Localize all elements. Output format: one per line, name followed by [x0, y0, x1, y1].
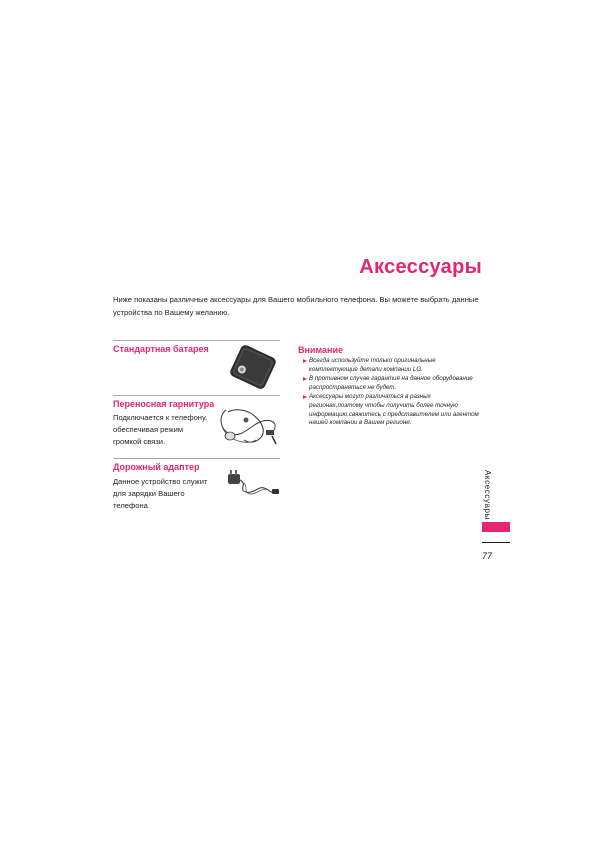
adapter-description: Данное устройство служит для зарядки Вашего телефона.	[113, 477, 208, 510]
travel-adapter-icon	[224, 466, 282, 500]
side-divider	[482, 542, 510, 543]
bullet-arrow-icon	[303, 395, 307, 399]
warning-item: В противном случае гарантия на данное оборудование распространяться не будет.	[303, 375, 483, 392]
bullet-arrow-icon	[303, 377, 307, 381]
bullet-arrow-icon	[303, 359, 307, 363]
headset-description: Подключается к телефону, обеспечивая режим громкой связи.	[113, 413, 208, 446]
warning-item: Аксессуары могут различаться в разных регионах,поэтому чтобы получить более точную информацию,свяжитесь с представителем или агентом нашей компании в Вашем регионе.	[303, 393, 483, 427]
headset-heading: Переносная гарнитура	[113, 399, 215, 409]
warning-item: Всегда используйте только оригинальные комплектующие детали компании LG.	[303, 357, 483, 374]
headset-icon	[216, 400, 282, 450]
warning-title: Внимание	[298, 345, 343, 355]
page-title: Аксессуары	[359, 256, 482, 278]
side-section-label: Аксессуары	[483, 470, 492, 520]
section-divider	[113, 458, 280, 459]
side-tab-marker	[482, 522, 510, 532]
intro-text: Ниже показаны различные аксессуары для Вашего мобильного телефона. Вы можете выбрать данные устройства по Вашему желанию.	[113, 295, 479, 317]
section-divider	[113, 395, 280, 396]
section-divider	[113, 340, 280, 341]
warning-list	[303, 357, 483, 429]
page-number: 77	[482, 551, 493, 561]
battery-icon	[226, 344, 280, 390]
adapter-heading: Дорожный адаптер	[113, 462, 200, 472]
battery-heading: Стандартная батарея	[113, 344, 209, 354]
